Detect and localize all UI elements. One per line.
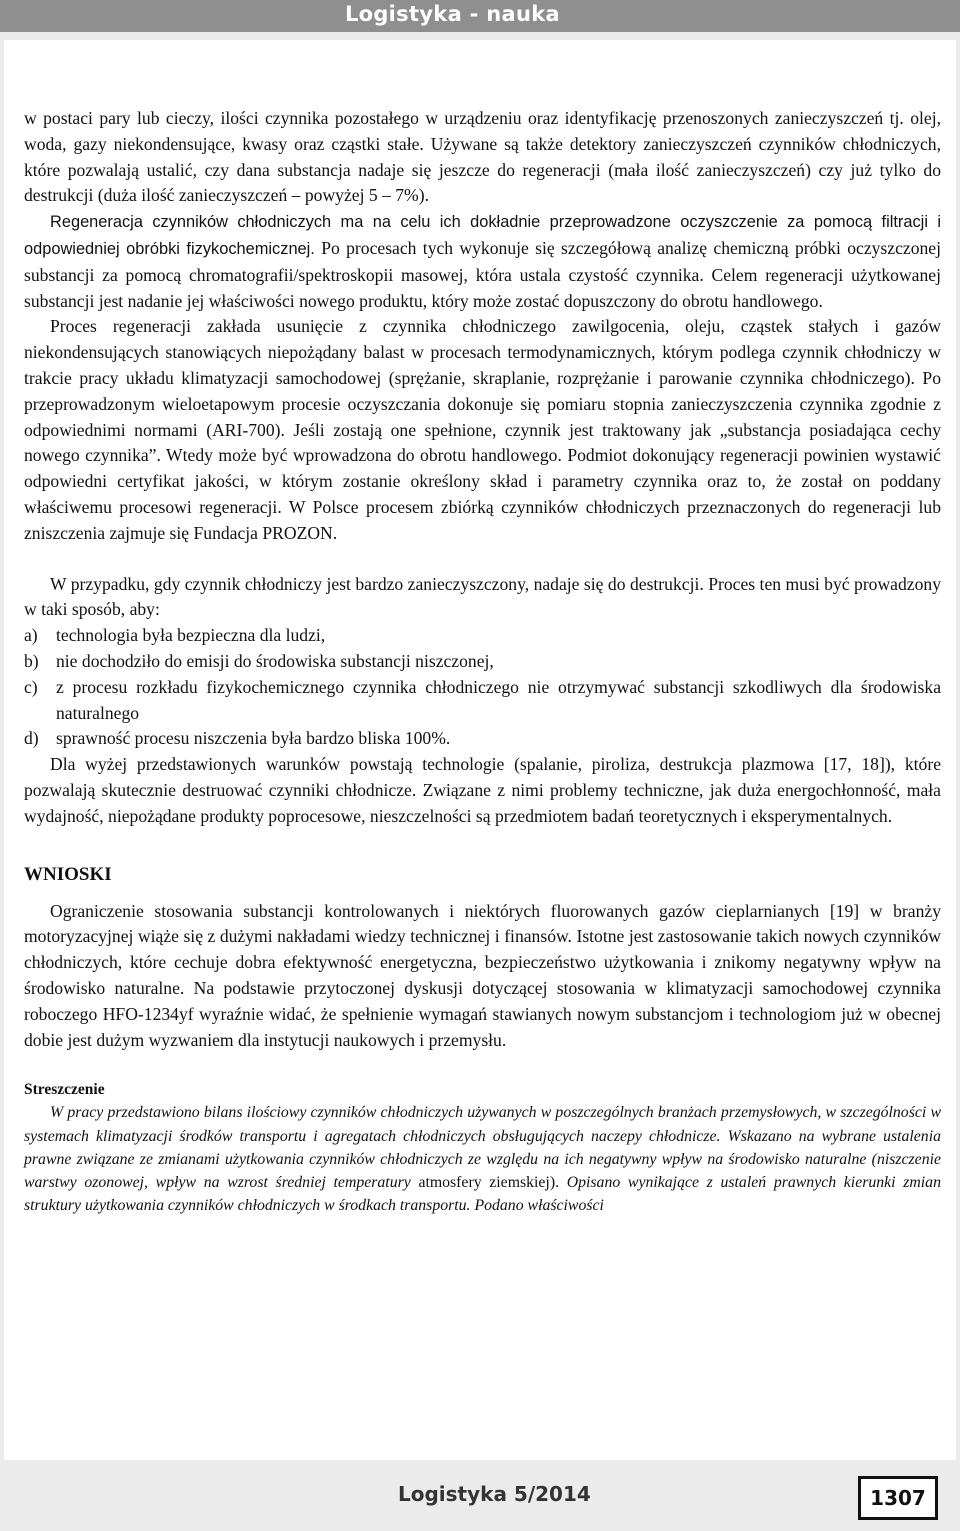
regeneration-text: Po procesach tych wykonuje się szczegółową analizę chemiczną próbki oczyszczonej substancji za pomocą chromatografii/spektroskopii masowej, która ustala czystość czynnika. Celem regeneracji użytkowanej substancji jest nadanie jej właściwości nowego produktu, który może zostać dopuszczony do obrotu handlowego.	[24, 237, 941, 311]
page-number: 1307	[858, 1476, 938, 1520]
article-content	[24, 106, 941, 1217]
spacer	[24, 888, 941, 899]
list-marker: c)	[24, 676, 38, 697]
list-marker: d)	[24, 728, 39, 749]
spacer	[24, 1053, 941, 1079]
paragraph-destruction: W przypadku, gdy czynnik chłodniczy jest bardzo zanieczyszczony, nadaje się do destrukcji. Proces ten musi być prowadzony w taki sposób, aby:	[24, 573, 941, 620]
list-item	[24, 623, 941, 649]
header-bar	[0, 0, 960, 32]
abstract-text	[24, 1101, 941, 1217]
list-marker: b)	[24, 650, 39, 671]
journal-section-title: Logistyka - nauka	[344, 2, 560, 26]
abstract-text-upright: atmosfery ziemskiej).	[418, 1173, 560, 1191]
page-sheet	[4, 40, 956, 1460]
paragraph-1: w postaci pary lub cieczy, ilości czynnika pozostałego w urządzeniu oraz identyfikację przenoszonych zanieczyszczeń tj. olej, woda, gazy niekondensujące, kwasy oraz cząstki stałe. Używane są także detektory zanieczyszczeń czynników chłodniczych, które pozwalają ustalić, czy dana substancja nadaje się jeszcze do regeneracji (mała ilość zanieczyszczeń) czy już tylko do destrukcji (duża ilość zanieczyszczeń – powyżej 5 – 7%).	[24, 108, 941, 206]
spacer	[24, 547, 941, 572]
abstract-text-part: Opisano wynikające z ustaleń prawnych kierunki zmian struktury użytkowania czynników chłodniczych w środkach transportu. Podano właściwości	[24, 1173, 941, 1215]
conclusions-heading: WNIOSKI	[24, 863, 112, 885]
list-item-text: sprawność procesu niszczenia była bardzo bliska 100%.	[56, 728, 451, 749]
list-item	[24, 649, 941, 675]
paragraph-regeneration	[24, 209, 941, 314]
paragraph-technologies: Dla wyżej przedstawionych warunków powstają technologie (spalanie, piroliza, destrukcja plazmowa [17, 18]), które pozwalają skutecznie destruować czynniki chłodnicze. Związane z nimi problemy techniczne, jak duża energochłonność, mała wydajność, niepożądane produkty poprocesowe, nieszczelności są przedmiotem badań teoretycznych i eksperymentalnych.	[24, 754, 941, 826]
journal-issue: Logistyka 5/2014	[398, 1482, 591, 1506]
list-item	[24, 726, 941, 752]
conclusions-text: Ograniczenie stosowania substancji kontrolowanych i niektórych fluorowanych gazów cieplarnianych [19] w branży motoryzacyjnej wiąże się z dużymi nakładami wiedzy technicznej i finansów. Istotne jest zastosowanie takich nowych czynników chłodniczych, które cechuje dobra efektywność energetyczna, bezpieczeństwo użytkowania i znikomy negatywny wpływ na środowisko naturalne. Na podstawie przytoczonej dyskusji dotyczącej stosowania w klimatyzacji samochodowej czynnika roboczego HFO-1234yf wyraźnie widać, że spełnienie wymagań stawianych nowym substancjom i technologiom już w obecnej dobie jest dużym wyzwaniem dla instytucji naukowych i przemysłu.	[24, 900, 941, 1050]
regeneration-lead-sentence: Regeneracja czynników chłodniczych ma na celu ich dokładnie przeprowadzone oczyszczenie za pomocą filtracji i odpowiedniej obróbki fizykochemicznej.	[24, 213, 941, 258]
list-marker: a)	[24, 625, 38, 646]
requirements-list	[24, 623, 941, 752]
abstract-heading: Streszczenie	[24, 1081, 105, 1099]
list-item-text: z procesu rozkładu fizykochemicznego czynnika chłodniczego nie otrzymywać substancji szkodliwych dla środowiska naturalnego	[56, 676, 941, 723]
paragraph-process: Proces regeneracji zakłada usunięcie z czynnika chłodniczego zawilgocenia, oleju, cząstek stałych i gazów niekondensujących stanowiących niepożądany balast w procesach termodynamicznych, którym podlega czynnik chłodniczy w trakcie pracy układu klimatyzacji samochodowej (sprężanie, skraplanie, rozprężanie i parowanie czynnika chłodniczego). Po przeprowadzonym wieloetapowym procesie oczyszczania dokonuje się pomiaru stopnia zanieczyszczenia czynnika zgodnie z odpowiednimi normami (ARI-700). Jeśli zostają one spełnione, czynnik jest traktowany jak „substancja posiadająca cechy nowego czynnika”. Wtedy może być wprowadzona do obrotu handlowego. Podmiot dokonujący regeneracji powinien wystawić odpowiedni certyfikat jakości, w którym zostanie określony skład i parametry czynnika oraz to, że został on poddany właściwemu procesowi regeneracji. W Polsce procesem zbiórką czynników chłodniczych przeznaczonych do regeneracji lub zniszczenia zajmuje się Fundacja PROZON.	[24, 316, 941, 543]
abstract-text-part: W pracy przedstawiono bilans ilościowy czynników chłodniczych używanych w poszczególnych branżach przemysłowych, w szczególności w systemach klimatyzacji środków transportu i agregatach chłodniczych obsługujących naczepy chłodnicze. Wskazano na wybrane ustalenia prawne związane ze zmianami użytkowania czynników chłodniczych ze względu na ich negatywny wpływ na środowisko naturalne (niszczenie warstwy ozonowej, wpływ na wzrost średniej temperatury	[24, 1104, 941, 1191]
list-item-text: technologia była bezpieczna dla ludzi,	[56, 625, 326, 646]
footer	[0, 1460, 960, 1531]
list-item	[24, 675, 941, 727]
spacer	[24, 830, 941, 862]
list-item-text: nie dochodziło do emisji do środowiska substancji niszczonej,	[56, 650, 494, 671]
